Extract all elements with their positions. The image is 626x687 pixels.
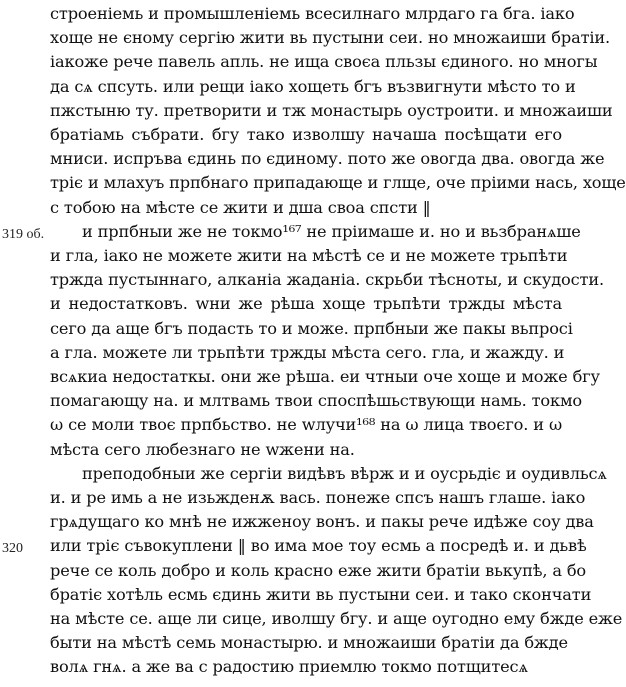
text-line: на мѣсте се. аще ли сице, иволшу бгу. и аще оугодно ему бжде еже	[50, 609, 623, 628]
text-line: да сѧ спсуть. или рещи іако хощеть бгъ възвигнути мѣсто то и	[50, 76, 576, 96]
text-line: іакоже рече павель апль. не ища своєа пльзы єдиного. но многы	[50, 52, 598, 72]
text-line: братіамь събрати. бгу тако изволшу начаша посѣщати его	[50, 125, 562, 144]
text-line: быти на мѣстѣ семь монастырю. и множаиши братіи да бжде	[50, 633, 568, 653]
text-line: а гла. можете ли трьпѣти тржды мѣста сего. гла, и жажду. и	[50, 342, 565, 362]
text-line: преподобныи же сергіи видѣвъ вѣрж и и оусрьдіє и оудивльсѧ	[82, 463, 607, 483]
text-line: и гла, іако не можете жити на мѣстѣ се и не можете трьпѣти	[50, 246, 568, 265]
text-line: мѣста сего любезнаго не wжени на.	[50, 439, 355, 459]
text-line: пжстыню ту. претворити и тж монастырь оустроити. и множаиши	[50, 100, 613, 120]
text-line: и прпбныи же не токмо¹⁶⁷ не пріимаше и. но и вьзбранѧше	[82, 221, 581, 241]
text-line: волѧ гнѧ. а же ва с радостию приемлю токмо потщитесѧ	[50, 657, 528, 677]
text-line: строеніемь и промышленіемь всесилнаго млрдаго га бга. іако	[50, 4, 575, 23]
text-line: всѧкиа недостаткы. они же рѣша. еи чтныи оче хоще и може бгу	[50, 367, 600, 386]
text-line: мниси. испръва єдинь по єдиному. пото же овогда два. овогда же	[50, 149, 605, 169]
text-line: рече се коль добро и коль красно еже жити братіи вькупѣ, а бо	[50, 560, 587, 580]
text-line: тржда пустыннаго, алканіа жаданіа. скрьби тѣсноты, и скудости.	[50, 270, 604, 290]
text-line: тріє и млахуъ прпбнаго припадающе и глще, оче пріими нась, хоще	[50, 173, 626, 193]
text-line: хоще не єному сергію жити вь пустыни сеи. но множаиши братіи.	[50, 28, 611, 48]
text-line: помагающу на. и млтвамь твои споспѣшьствующи намь. токмо	[50, 391, 582, 411]
text-line: и недостатковъ. wни же рѣша хоще трьпѣти тржды мѣста	[50, 294, 562, 314]
text-line: ω се моли твоє прпбьство. не wлучи¹⁶⁸ на ω лица твоєго. и ω	[50, 415, 562, 435]
text-line: братіє хотѣль есмь єдинь жити вь пустыни сеи. и тако скончати	[50, 584, 592, 604]
margin-folio-320: 320	[2, 541, 23, 557]
text-line: или тріє съвокуплени ‖ во има мое тоу есмь а посредѣ и. и дьвѣ	[50, 536, 587, 556]
text-line: и. и ре имь а не изьжденѫ вась. понеже спсъ нашъ глаше. іако	[50, 488, 586, 507]
text-line: с тобою на мѣсте се жити и дша своа спсти ‖	[50, 197, 431, 217]
margin-folio-319: 319 об.	[2, 226, 45, 242]
text-line: грѧдущаго ко мнѣ не ижженоу вонъ. и пакы рече идѣже соу два	[50, 512, 594, 532]
text-line: сего да аще бгъ подасть то и може. прпбныи же пакы вьпросі	[50, 318, 573, 338]
